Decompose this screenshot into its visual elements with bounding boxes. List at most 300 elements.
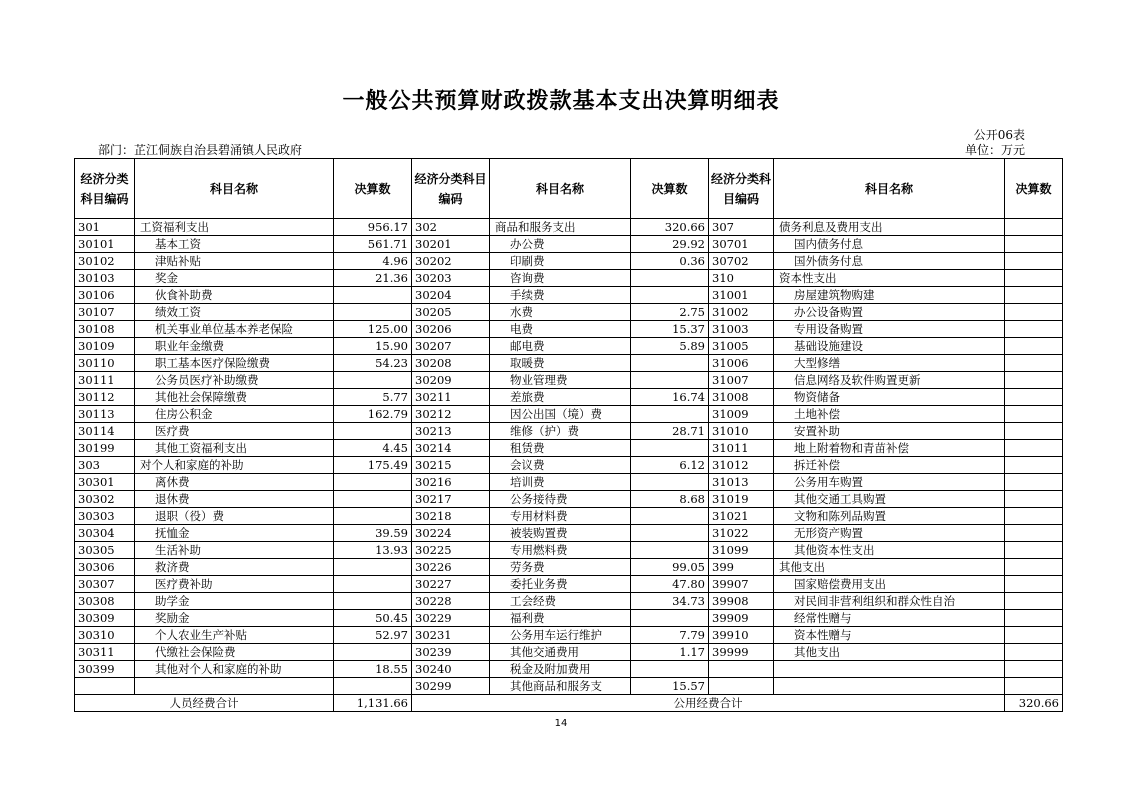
account-amount <box>1005 525 1063 542</box>
account-code: 30214 <box>412 440 490 457</box>
account-amount <box>1005 321 1063 338</box>
account-code: 30203 <box>412 270 490 287</box>
account-name: 因公出国（境）费 <box>490 406 631 423</box>
table-row <box>75 491 1063 508</box>
account-amount <box>1005 219 1063 236</box>
account-code: 30701 <box>709 236 774 253</box>
account-code: 30217 <box>412 491 490 508</box>
account-amount: 162.79 <box>334 406 412 423</box>
account-name: 专用燃料费 <box>490 542 631 559</box>
account-amount <box>1005 389 1063 406</box>
account-code: 30225 <box>412 542 490 559</box>
account-name: 房屋建筑物购建 <box>774 287 1005 304</box>
account-name: 职业年金缴费 <box>135 338 334 355</box>
account-name: 债务利息及费用支出 <box>774 219 1005 236</box>
account-code: 30103 <box>75 270 135 287</box>
account-name: 对个人和家庭的补助 <box>135 457 334 474</box>
account-name: 商品和服务支出 <box>490 219 631 236</box>
account-code: 30108 <box>75 321 135 338</box>
table-row <box>75 304 1063 321</box>
account-amount <box>631 287 709 304</box>
account-amount: 18.55 <box>334 661 412 678</box>
table-row <box>75 525 1063 542</box>
account-amount: 1.17 <box>631 644 709 661</box>
account-amount: 7.79 <box>631 627 709 644</box>
page-number: 14 <box>554 718 568 729</box>
account-name: 办公费 <box>490 236 631 253</box>
account-name: 物业管理费 <box>490 372 631 389</box>
account-name: 基础设施建设 <box>774 338 1005 355</box>
account-code: 30702 <box>709 253 774 270</box>
account-code: 31012 <box>709 457 774 474</box>
account-code: 31022 <box>709 525 774 542</box>
account-name: 地上附着物和青苗补偿 <box>774 440 1005 457</box>
account-name: 电费 <box>490 321 631 338</box>
header-code-2: 经济分类科目编码 <box>412 159 490 219</box>
table-row <box>75 406 1063 423</box>
account-name: 代缴社会保险费 <box>135 644 334 661</box>
account-amount <box>334 508 412 525</box>
account-amount: 4.45 <box>334 440 412 457</box>
account-code: 30309 <box>75 610 135 627</box>
account-name: 专用材料费 <box>490 508 631 525</box>
account-code: 30109 <box>75 338 135 355</box>
account-name: 文物和陈列品购置 <box>774 508 1005 525</box>
account-name: 会议费 <box>490 457 631 474</box>
account-code: 31011 <box>709 440 774 457</box>
account-amount <box>1005 355 1063 372</box>
account-code <box>709 661 774 678</box>
account-code: 30206 <box>412 321 490 338</box>
account-name: 其他交通工具购置 <box>774 491 1005 508</box>
account-code: 307 <box>709 219 774 236</box>
account-name: 培训费 <box>490 474 631 491</box>
report-title: 一般公共预算财政拨款基本支出决算明细表 <box>342 89 780 114</box>
account-amount: 0.36 <box>631 253 709 270</box>
account-amount <box>1005 253 1063 270</box>
table-row <box>75 610 1063 627</box>
account-name: 拆迁补偿 <box>774 457 1005 474</box>
account-code: 30199 <box>75 440 135 457</box>
account-amount <box>334 576 412 593</box>
account-name: 差旅费 <box>490 389 631 406</box>
account-amount <box>1005 678 1063 695</box>
account-name: 其他社会保障缴费 <box>135 389 334 406</box>
account-name: 经常性赠与 <box>774 610 1005 627</box>
account-amount <box>1005 338 1063 355</box>
account-code: 30399 <box>75 661 135 678</box>
account-code: 31013 <box>709 474 774 491</box>
account-amount <box>631 355 709 372</box>
account-name: 个人农业生产补贴 <box>135 627 334 644</box>
account-code: 310 <box>709 270 774 287</box>
account-name: 安置补助 <box>774 423 1005 440</box>
account-amount <box>631 542 709 559</box>
account-code: 30106 <box>75 287 135 304</box>
account-amount <box>1005 644 1063 661</box>
account-amount <box>334 678 412 695</box>
account-amount <box>1005 304 1063 321</box>
account-name: 无形资产购置 <box>774 525 1005 542</box>
account-code: 30111 <box>75 372 135 389</box>
personnel-total-value: 1,131.66 <box>334 695 412 712</box>
account-name: 取暖费 <box>490 355 631 372</box>
account-code: 30205 <box>412 304 490 321</box>
account-name: 抚恤金 <box>135 525 334 542</box>
account-code: 30224 <box>412 525 490 542</box>
public-total-label: 公用经费合计 <box>412 695 1005 712</box>
account-name: 租赁费 <box>490 440 631 457</box>
account-name: 其他资本性支出 <box>774 542 1005 559</box>
account-code: 30299 <box>412 678 490 695</box>
account-name: 公务用车运行维护 <box>490 627 631 644</box>
account-amount <box>334 423 412 440</box>
account-amount <box>334 304 412 321</box>
account-code: 31019 <box>709 491 774 508</box>
unit-label: 单位：万元 <box>964 143 1025 157</box>
account-name: 绩效工资 <box>135 304 334 321</box>
account-name: 专用设备购置 <box>774 321 1005 338</box>
account-name <box>774 678 1005 695</box>
account-code: 31002 <box>709 304 774 321</box>
account-amount: 29.92 <box>631 236 709 253</box>
account-name: 被装购置费 <box>490 525 631 542</box>
account-code: 30311 <box>75 644 135 661</box>
table-row <box>75 678 1063 695</box>
account-amount <box>1005 287 1063 304</box>
account-name: 助学金 <box>135 593 334 610</box>
account-amount: 52.97 <box>334 627 412 644</box>
account-name: 邮电费 <box>490 338 631 355</box>
account-amount <box>1005 542 1063 559</box>
public-total-value: 320.66 <box>1005 695 1063 712</box>
account-amount <box>1005 474 1063 491</box>
account-amount <box>1005 423 1063 440</box>
account-amount <box>1005 457 1063 474</box>
account-amount: 50.45 <box>334 610 412 627</box>
account-amount <box>1005 661 1063 678</box>
account-name: 劳务费 <box>490 559 631 576</box>
account-name: 办公设备购置 <box>774 304 1005 321</box>
account-amount <box>1005 576 1063 593</box>
account-amount: 15.37 <box>631 321 709 338</box>
account-amount <box>1005 491 1063 508</box>
account-name: 其他商品和服务支 <box>490 678 631 695</box>
account-amount <box>334 559 412 576</box>
account-name: 公务员医疗补助缴费 <box>135 372 334 389</box>
table-row <box>75 270 1063 287</box>
account-amount <box>1005 440 1063 457</box>
account-code: 30303 <box>75 508 135 525</box>
account-amount <box>334 372 412 389</box>
table-header-row <box>75 159 1063 219</box>
header-code-1: 经济分类科目编码 <box>75 159 135 219</box>
account-amount: 54.23 <box>334 355 412 372</box>
account-code: 31008 <box>709 389 774 406</box>
account-amount <box>631 474 709 491</box>
account-name: 委托业务费 <box>490 576 631 593</box>
table-row <box>75 287 1063 304</box>
account-amount: 956.17 <box>334 219 412 236</box>
account-amount <box>334 491 412 508</box>
account-name <box>774 661 1005 678</box>
account-code: 30228 <box>412 593 490 610</box>
account-name: 咨询费 <box>490 270 631 287</box>
table-body <box>75 219 1063 695</box>
account-code: 30211 <box>412 389 490 406</box>
table-row <box>75 593 1063 610</box>
table-row <box>75 661 1063 678</box>
header-code-3: 经济分类科目编码 <box>709 159 774 219</box>
account-amount <box>1005 270 1063 287</box>
table-row <box>75 440 1063 457</box>
account-amount <box>631 372 709 389</box>
table-row <box>75 576 1063 593</box>
account-code: 30213 <box>412 423 490 440</box>
account-code: 30227 <box>412 576 490 593</box>
account-name: 生活补助 <box>135 542 334 559</box>
account-code: 30216 <box>412 474 490 491</box>
personnel-total-label: 人员经费合计 <box>75 695 334 712</box>
table-row <box>75 627 1063 644</box>
account-amount: 39.59 <box>334 525 412 542</box>
account-code: 39910 <box>709 627 774 644</box>
table-row <box>75 423 1063 440</box>
account-name: 资本性支出 <box>774 270 1005 287</box>
account-amount <box>631 406 709 423</box>
account-code: 30310 <box>75 627 135 644</box>
account-code <box>75 678 135 695</box>
account-amount <box>334 593 412 610</box>
account-code: 30101 <box>75 236 135 253</box>
account-name: 工会经费 <box>490 593 631 610</box>
account-name: 其他对个人和家庭的补助 <box>135 661 334 678</box>
account-code: 30307 <box>75 576 135 593</box>
account-amount <box>1005 610 1063 627</box>
account-code: 30231 <box>412 627 490 644</box>
table-row <box>75 219 1063 236</box>
header-amount-3: 决算数 <box>1005 159 1063 219</box>
account-code: 31001 <box>709 287 774 304</box>
account-name: 其他支出 <box>774 559 1005 576</box>
account-name: 其他支出 <box>774 644 1005 661</box>
account-code: 30207 <box>412 338 490 355</box>
account-name: 其他交通费用 <box>490 644 631 661</box>
account-code <box>709 678 774 695</box>
table-row <box>75 559 1063 576</box>
account-amount <box>1005 627 1063 644</box>
account-name: 国内债务付息 <box>774 236 1005 253</box>
account-code: 30204 <box>412 287 490 304</box>
account-name: 国家赔偿费用支出 <box>774 576 1005 593</box>
account-code: 39907 <box>709 576 774 593</box>
account-amount: 34.73 <box>631 593 709 610</box>
account-code: 30305 <box>75 542 135 559</box>
account-code: 30308 <box>75 593 135 610</box>
account-amount <box>334 474 412 491</box>
account-amount: 320.66 <box>631 219 709 236</box>
account-amount: 16.74 <box>631 389 709 406</box>
account-code: 30114 <box>75 423 135 440</box>
account-amount: 8.68 <box>631 491 709 508</box>
table-row <box>75 508 1063 525</box>
account-name: 津贴补贴 <box>135 253 334 270</box>
account-code: 30112 <box>75 389 135 406</box>
account-code: 31006 <box>709 355 774 372</box>
account-amount: 15.57 <box>631 678 709 695</box>
account-amount: 561.71 <box>334 236 412 253</box>
account-name: 公务接待费 <box>490 491 631 508</box>
account-code: 30208 <box>412 355 490 372</box>
account-amount: 99.05 <box>631 559 709 576</box>
expenditure-table <box>74 158 1063 712</box>
table-row <box>75 236 1063 253</box>
account-amount <box>1005 593 1063 610</box>
table-row <box>75 338 1063 355</box>
account-amount <box>631 440 709 457</box>
account-code: 301 <box>75 219 135 236</box>
table-row <box>75 355 1063 372</box>
table-row <box>75 253 1063 270</box>
account-amount: 28.71 <box>631 423 709 440</box>
account-amount: 15.90 <box>334 338 412 355</box>
account-name: 对民间非营利组织和群众性自治 <box>774 593 1005 610</box>
account-name: 水费 <box>490 304 631 321</box>
account-name: 住房公积金 <box>135 406 334 423</box>
account-name: 退休费 <box>135 491 334 508</box>
account-name: 离休费 <box>135 474 334 491</box>
account-amount: 5.89 <box>631 338 709 355</box>
account-name: 救济费 <box>135 559 334 576</box>
account-amount: 175.49 <box>334 457 412 474</box>
account-amount <box>334 287 412 304</box>
account-name: 医疗费补助 <box>135 576 334 593</box>
account-name: 奖励金 <box>135 610 334 627</box>
account-name: 工资福利支出 <box>135 219 334 236</box>
account-amount: 125.00 <box>334 321 412 338</box>
account-code: 31003 <box>709 321 774 338</box>
account-code: 30239 <box>412 644 490 661</box>
account-amount <box>631 270 709 287</box>
table-row <box>75 644 1063 661</box>
header-name-3: 科目名称 <box>774 159 1005 219</box>
account-amount: 21.36 <box>334 270 412 287</box>
account-amount <box>334 644 412 661</box>
account-code: 30102 <box>75 253 135 270</box>
account-amount <box>1005 372 1063 389</box>
table-row <box>75 372 1063 389</box>
table-row <box>75 474 1063 491</box>
account-code: 30302 <box>75 491 135 508</box>
account-name: 医疗费 <box>135 423 334 440</box>
account-code: 30201 <box>412 236 490 253</box>
header-name-2: 科目名称 <box>490 159 631 219</box>
header-amount-1: 决算数 <box>334 159 412 219</box>
account-name: 信息网络及软件购置更新 <box>774 372 1005 389</box>
department-label: 部门：芷江侗族自治县碧涌镇人民政府 <box>98 143 303 157</box>
account-amount <box>631 525 709 542</box>
account-code: 31009 <box>709 406 774 423</box>
account-code: 30226 <box>412 559 490 576</box>
account-code: 31099 <box>709 542 774 559</box>
table-row <box>75 321 1063 338</box>
account-code: 399 <box>709 559 774 576</box>
account-name: 印刷费 <box>490 253 631 270</box>
totals-row <box>75 695 1063 712</box>
account-name: 其他工资福利支出 <box>135 440 334 457</box>
account-code: 30304 <box>75 525 135 542</box>
account-code: 39908 <box>709 593 774 610</box>
table-row <box>75 542 1063 559</box>
account-amount: 4.96 <box>334 253 412 270</box>
account-code: 30306 <box>75 559 135 576</box>
account-name: 国外债务付息 <box>774 253 1005 270</box>
header-amount-2: 决算数 <box>631 159 709 219</box>
account-name: 福利费 <box>490 610 631 627</box>
account-code: 30301 <box>75 474 135 491</box>
account-code: 31021 <box>709 508 774 525</box>
account-code: 30229 <box>412 610 490 627</box>
account-name: 税金及附加费用 <box>490 661 631 678</box>
account-name: 退职（役）费 <box>135 508 334 525</box>
account-name: 机关事业单位基本养老保险 <box>135 321 334 338</box>
account-code: 30218 <box>412 508 490 525</box>
account-code: 30202 <box>412 253 490 270</box>
table-row <box>75 389 1063 406</box>
account-amount <box>631 610 709 627</box>
account-code: 302 <box>412 219 490 236</box>
account-amount <box>631 508 709 525</box>
account-name: 物资储备 <box>774 389 1005 406</box>
account-code: 30107 <box>75 304 135 321</box>
account-name: 基本工资 <box>135 236 334 253</box>
account-code: 31007 <box>709 372 774 389</box>
account-name: 手续费 <box>490 287 631 304</box>
account-code: 30113 <box>75 406 135 423</box>
account-amount <box>1005 406 1063 423</box>
account-code: 31010 <box>709 423 774 440</box>
account-amount: 47.80 <box>631 576 709 593</box>
account-code: 30209 <box>412 372 490 389</box>
account-amount: 5.77 <box>334 389 412 406</box>
account-code: 30215 <box>412 457 490 474</box>
account-code: 303 <box>75 457 135 474</box>
form-number: 公开06表 <box>973 128 1025 142</box>
account-amount <box>1005 508 1063 525</box>
account-name: 资本性赠与 <box>774 627 1005 644</box>
account-name: 维修（护）费 <box>490 423 631 440</box>
account-amount: 6.12 <box>631 457 709 474</box>
account-code: 30240 <box>412 661 490 678</box>
account-code: 30212 <box>412 406 490 423</box>
account-amount <box>1005 236 1063 253</box>
account-name: 伙食补助费 <box>135 287 334 304</box>
account-name: 职工基本医疗保险缴费 <box>135 355 334 372</box>
account-code: 31005 <box>709 338 774 355</box>
account-name: 公务用车购置 <box>774 474 1005 491</box>
account-name: 大型修缮 <box>774 355 1005 372</box>
account-amount <box>1005 559 1063 576</box>
account-name: 奖金 <box>135 270 334 287</box>
account-code: 39999 <box>709 644 774 661</box>
table-row <box>75 457 1063 474</box>
account-amount: 2.75 <box>631 304 709 321</box>
account-code: 30110 <box>75 355 135 372</box>
account-name: 土地补偿 <box>774 406 1005 423</box>
account-name <box>135 678 334 695</box>
header-name-1: 科目名称 <box>135 159 334 219</box>
account-code: 39909 <box>709 610 774 627</box>
